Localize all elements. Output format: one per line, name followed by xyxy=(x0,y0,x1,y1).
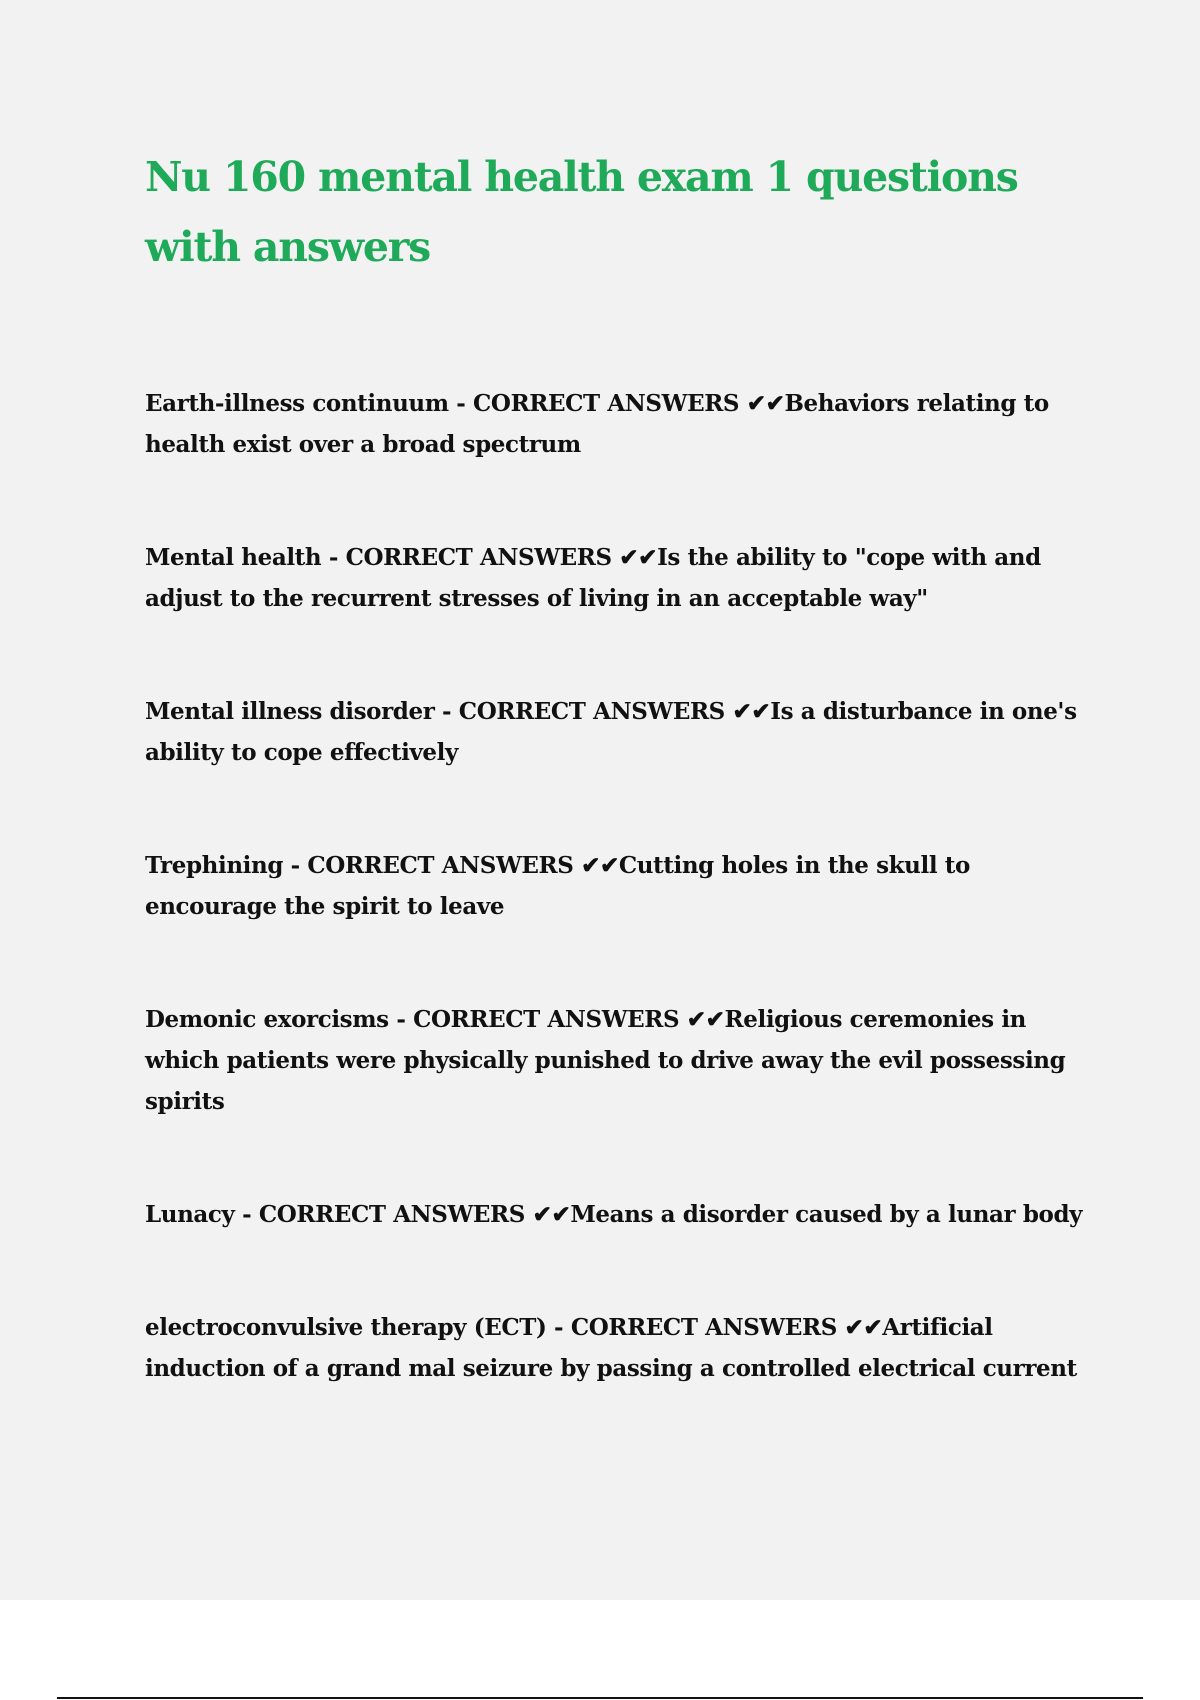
qa-answer-marker: CORRECT ANSWERS xyxy=(258,1201,525,1228)
qa-item xyxy=(145,845,1095,927)
footer-divider xyxy=(57,1697,1143,1699)
check-marks-icon: ✔✔ xyxy=(524,1201,571,1228)
check-marks-icon: ✔✔ xyxy=(836,1314,883,1341)
qa-term: electroconvulsive therapy (ECT) xyxy=(145,1314,547,1341)
qa-item xyxy=(145,1194,1095,1235)
qa-item xyxy=(145,999,1095,1122)
qa-term: Mental illness disorder xyxy=(145,698,435,725)
qa-answer: Cutting holes in the skull to encourage the spirit to leave xyxy=(145,852,970,920)
qa-term: Mental health xyxy=(145,544,322,571)
qa-list xyxy=(145,383,1095,1461)
qa-separator: - xyxy=(388,1006,414,1033)
check-marks-icon: ✔✔ xyxy=(611,544,658,571)
qa-answer-marker: CORRECT ANSWERS xyxy=(458,698,725,725)
qa-term: Earth-illness continuum xyxy=(145,390,449,417)
document-title: Nu 160 mental health exam 1 questions with answers xyxy=(145,153,1018,271)
qa-term: Trephining xyxy=(145,852,283,879)
check-marks-icon: ✔✔ xyxy=(679,1006,725,1033)
qa-separator: - xyxy=(234,1201,259,1228)
qa-separator: - xyxy=(283,852,308,879)
qa-answer: Artificial induction of a grand mal seizure by passing a controlled electrical current xyxy=(145,1314,1077,1382)
qa-item xyxy=(145,537,1095,619)
qa-answer-marker: CORRECT ANSWERS xyxy=(473,390,740,417)
qa-answer: Means a disorder caused by a lunar body xyxy=(570,1201,1083,1228)
qa-separator: - xyxy=(434,698,459,725)
qa-answer-marker: CORRECT ANSWERS xyxy=(307,852,574,879)
qa-separator: - xyxy=(321,544,346,571)
qa-answer: Is a disturbance in one's ability to cope effectively xyxy=(145,698,1077,766)
qa-answer-marker: CORRECT ANSWERS xyxy=(570,1314,837,1341)
qa-answer: Is the ability to "cope with and adjust to the recurrent stresses of living in an acceptable way" xyxy=(145,544,1041,612)
qa-separator: - xyxy=(546,1314,571,1341)
qa-answer: Behaviors relating to health exist over a broad spectrum xyxy=(145,390,1049,458)
qa-separator: - xyxy=(448,390,474,417)
qa-answer-marker: CORRECT ANSWERS xyxy=(413,1006,680,1033)
check-marks-icon: ✔✔ xyxy=(573,852,619,879)
qa-item xyxy=(145,383,1095,465)
check-marks-icon: ✔✔ xyxy=(724,698,771,725)
check-marks-icon: ✔✔ xyxy=(739,390,785,417)
qa-answer: Religious ceremonies in which patients were physically punished to drive away the evil possessing spirits xyxy=(145,1006,1066,1115)
qa-item xyxy=(145,691,1095,773)
qa-answer-marker: CORRECT ANSWERS xyxy=(345,544,612,571)
qa-term: Demonic exorcisms xyxy=(145,1006,389,1033)
qa-item xyxy=(145,1307,1095,1389)
qa-term: Lunacy xyxy=(145,1201,235,1228)
